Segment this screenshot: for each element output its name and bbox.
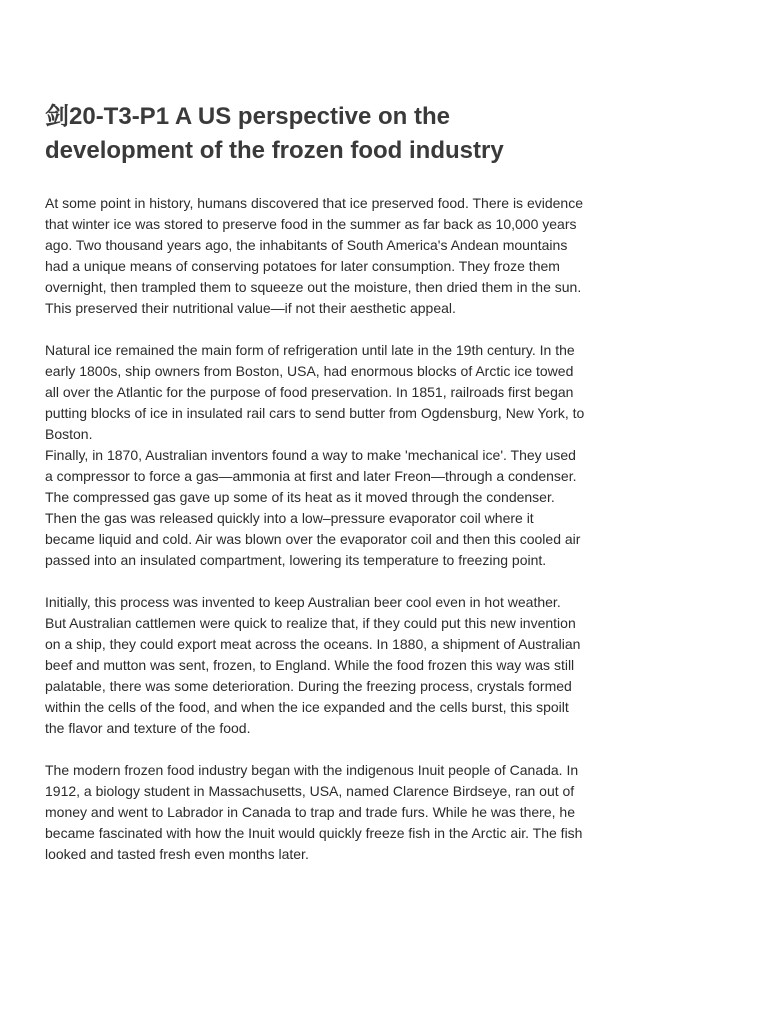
paragraph-5: The modern frozen food industry began with the indigenous Inuit people of Canada. In 1912, a biology student in Massachusetts, USA, named Clarence Birdseye, ran out of money and went to Labrador in Canada to trap and trade furs. While he was there, he became fascinated with how the Inuit would quickly freeze fish in the Arctic air. The fish looked and tasted fresh even months later. xyxy=(45,762,583,862)
paragraph-1: At some point in history, humans discovered that ice preserved food. There is evidence that winter ice was stored to preserve food in the summer as far back as 10,000 years ago. Two thousand years ago, the inhabitants of South America's Andean mountains had a unique means of conserving potatoes for later consumption. They froze them overnight, then trampled them to squeeze out the moisture, then dried them in the sun. This preserved their nutritional value—if not their aesthetic appeal. xyxy=(45,195,583,316)
paragraph-3: Finally, in 1870, Australian inventors found a way to make 'mechanical ice'. They used a compressor to force a gas—ammonia at first and later Freon—through a condenser. The compressed gas gave up some of its heat as it moved through the condenser. Then the gas was released quickly into a low–pressure evaporator coil where it became liquid and cold. Air was blown over the evaporator coil and then this cooled air passed into an insulated compartment, lowering its temperature to freezing point. xyxy=(45,447,581,568)
paragraph-4: Initially, this process was invented to keep Australian beer cool even in hot weather. But Australian cattlemen were quick to realize that, if they could put this new invention on a ship, they could export meat across the oceans. In 1880, a shipment of Australian beef and mutton was sent, frozen, to England. While the food frozen this way was still palatable, there was some deterioration. During the freezing process, crystals formed within the cells of the food, and when the ice expanded and the cells burst, this spoilt the flavor and texture of the food. xyxy=(45,594,581,736)
article xyxy=(45,100,585,886)
article-title: 剑20-T3-P1 A US perspective on the development of the frozen food industry xyxy=(45,103,504,164)
paragraph-2: Natural ice remained the main form of refrigeration until late in the 19th century. In the early 1800s, ship owners from Boston, USA, had enormous blocks of Arctic ice towed all over the Atlantic for the purpose of food preservation. In 1851, railroads first began putting blocks of ice in insulated rail cars to send butter from Ogdensburg, New York, to Boston. xyxy=(45,342,585,442)
